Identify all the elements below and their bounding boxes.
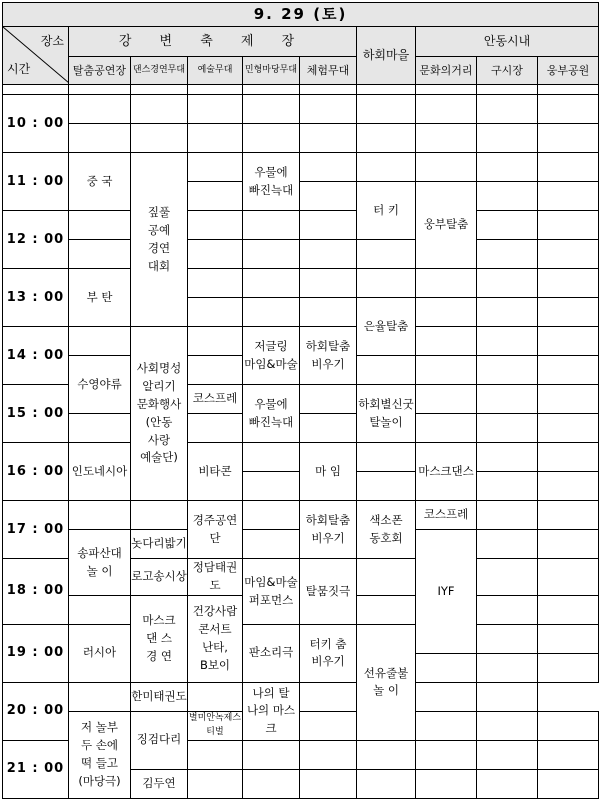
empty-cell — [300, 85, 357, 95]
time-row — [3, 153, 599, 182]
time-label: 21 : 00 — [3, 740, 69, 798]
empty-cell — [357, 472, 416, 501]
empty-cell — [416, 85, 477, 95]
event-byeolmi: 별미안녹제스티벌 — [188, 711, 243, 740]
empty-cell — [477, 443, 538, 472]
empty-cell — [243, 472, 300, 501]
header-corner — [3, 27, 69, 85]
event-text-line: 대회 — [147, 258, 171, 273]
event-text-line: 공예 — [147, 222, 171, 237]
event-text-line: 문화행사 — [136, 396, 182, 411]
empty-cell — [538, 95, 599, 124]
event-text-line: 비우기 — [311, 530, 345, 545]
venue-experience: 체험무대 — [300, 57, 357, 85]
empty-cell — [131, 95, 188, 124]
time-row — [3, 682, 599, 711]
venue-culture-street: 문화의거리 — [416, 57, 477, 85]
time-label: 20 : 00 — [3, 682, 69, 740]
event-talmom: 탈뭄짓극 — [300, 559, 357, 625]
event-hanmi: 한미태권도 — [131, 682, 188, 711]
empty-cell — [538, 740, 599, 769]
empty-cell — [477, 182, 538, 211]
empty-cell — [243, 769, 300, 798]
empty-cell — [416, 385, 477, 414]
empty-cell — [477, 501, 538, 530]
empty-cell — [538, 240, 599, 269]
empty-cell — [131, 85, 188, 95]
event-jinggeom: 징검다리 — [131, 711, 188, 769]
event-text-line: 하회탈춤 — [305, 512, 351, 527]
event-text-line: B보이 — [199, 657, 231, 672]
empty-cell — [538, 385, 599, 414]
event-text-line: (안동 — [145, 414, 173, 429]
time-label: 16 : 00 — [3, 443, 69, 501]
time-label: 14 : 00 — [3, 327, 69, 385]
empty-cell — [477, 559, 538, 596]
empty-cell — [477, 530, 538, 559]
empty-cell — [188, 356, 243, 385]
empty-cell — [243, 530, 300, 559]
empty-cell — [300, 298, 357, 327]
empty-cell — [416, 298, 477, 327]
empty-cell — [416, 269, 477, 298]
event-text-line: 퍼포먼스 — [248, 592, 294, 607]
empty-cell — [188, 414, 243, 443]
event-kimduyeon: 김두연 — [131, 769, 188, 798]
empty-cell — [188, 153, 243, 182]
empty-cell — [538, 472, 599, 501]
time-label: 19 : 00 — [3, 624, 69, 682]
empty-cell — [477, 356, 538, 385]
event-mime-performance — [243, 559, 300, 625]
empty-cell — [357, 240, 416, 269]
event-byeolsingut — [357, 385, 416, 443]
empty-cell — [477, 595, 538, 624]
event-hahoe-learn-2 — [300, 501, 357, 559]
empty-cell — [477, 85, 538, 95]
time-label: 15 : 00 — [3, 385, 69, 443]
event-turkey-dance — [300, 624, 357, 682]
empty-cell — [69, 501, 131, 530]
event-indonesia: 인도네시아 — [69, 443, 131, 501]
event-text-line: 탈놀이 — [369, 414, 403, 429]
empty-cell — [538, 501, 599, 530]
schedule-title: 9. 29 (토) — [3, 3, 599, 27]
empty-cell — [300, 269, 357, 298]
event-text-line: 동호회 — [369, 530, 403, 545]
event-suyeong: 수영야류 — [69, 356, 131, 414]
time-label: 17 : 00 — [3, 501, 69, 559]
event-healthy-concert — [188, 595, 243, 682]
time-row — [3, 624, 599, 653]
event-text-line: 색소폰 — [369, 512, 403, 527]
empty-cell — [243, 124, 300, 153]
event-text-line: 경연 — [147, 240, 171, 255]
empty-cell — [477, 385, 538, 414]
event-seonyu — [357, 624, 416, 740]
empty-cell — [357, 595, 416, 624]
empty-cell — [188, 740, 243, 769]
empty-cell — [477, 211, 538, 240]
empty-cell — [300, 182, 357, 211]
empty-cell — [538, 356, 599, 385]
time-row — [3, 95, 599, 124]
event-text-line: 선유줄불 — [363, 665, 409, 680]
empty-cell — [357, 153, 416, 182]
event-hahoe-learn-1 — [300, 327, 357, 385]
empty-cell — [131, 124, 188, 153]
empty-cell — [416, 327, 477, 356]
empty-cell — [416, 414, 477, 443]
event-text-line: 나의 탈 — [252, 685, 290, 700]
time-label: 11 : 00 — [3, 153, 69, 211]
event-text-line: 하회탈춤 — [305, 338, 351, 353]
event-mask-dance-street: 마스크댄스 — [416, 443, 477, 501]
empty-cell — [188, 182, 243, 211]
header-row-1 — [3, 27, 599, 57]
event-mime: 마 임 — [300, 443, 357, 501]
empty-cell — [416, 711, 477, 740]
empty-cell — [357, 769, 416, 798]
empty-cell — [243, 95, 300, 124]
event-russia: 러시아 — [69, 624, 131, 682]
event-bitakon: 비타콘 — [188, 443, 243, 501]
empty-cell — [538, 711, 599, 740]
empty-cell — [243, 85, 300, 95]
empty-cell — [538, 595, 599, 624]
empty-cell — [538, 653, 599, 682]
empty-cell — [538, 153, 599, 182]
empty-cell — [300, 240, 357, 269]
event-bhutan: 부 탄 — [69, 269, 131, 327]
event-text-line: 사회명성 — [136, 361, 182, 376]
empty-cell — [477, 269, 538, 298]
event-jippul — [131, 153, 188, 327]
event-pansori: 판소리극 — [243, 624, 300, 682]
event-saxophone — [357, 501, 416, 559]
event-turkey: 터 키 — [357, 182, 416, 240]
empty-cell — [357, 356, 416, 385]
event-woongbu-talchum: 웅부탈춤 — [416, 182, 477, 269]
time-label: 18 : 00 — [3, 559, 69, 625]
empty-cell — [477, 653, 538, 682]
event-jeo-nolbu — [69, 711, 131, 798]
empty-cell — [300, 711, 357, 740]
empty-cell — [188, 124, 243, 153]
empty-cell — [243, 211, 300, 240]
venue-woongbu-park: 웅부공원 — [538, 57, 599, 85]
corner-time-label: 시간 — [7, 61, 31, 76]
empty-cell — [357, 443, 416, 472]
empty-cell — [416, 124, 477, 153]
event-gyeongju: 경주공연단 — [188, 501, 243, 559]
event-china: 중 국 — [69, 153, 131, 211]
empty-cell — [477, 624, 538, 653]
empty-cell — [300, 414, 357, 443]
empty-cell — [538, 211, 599, 240]
time-row — [3, 211, 599, 240]
empty-cell — [243, 240, 300, 269]
event-text-line: 마임&마술 — [244, 356, 298, 371]
venue-folk: 민형마당무대 — [243, 57, 300, 85]
empty-cell — [69, 124, 131, 153]
spacer-row — [3, 85, 599, 95]
event-songpa — [69, 530, 131, 596]
empty-cell — [3, 85, 69, 95]
time-row — [3, 711, 599, 740]
empty-cell — [416, 153, 477, 182]
gangbyeon-festival-header: 강 변 축 제 장 — [69, 27, 357, 57]
empty-cell — [188, 682, 243, 711]
event-text-line: 알리기 — [142, 379, 176, 394]
event-rogo: 로고송시상 — [131, 559, 188, 596]
time-label: 10 : 00 — [3, 95, 69, 153]
empty-cell — [300, 740, 357, 769]
event-text-line: 빠진늑대 — [248, 182, 294, 197]
schedule-frame — [2, 2, 598, 803]
empty-cell — [300, 769, 357, 798]
empty-cell — [477, 711, 538, 740]
time-row — [3, 443, 599, 472]
empty-cell — [477, 95, 538, 124]
hahoe-village-header: 하회마을 — [357, 27, 416, 85]
event-text-line: 비우기 — [311, 654, 345, 669]
empty-cell — [538, 298, 599, 327]
event-text-line: 하회별신굿 — [358, 396, 414, 411]
empty-cell — [357, 269, 416, 298]
event-text-line: 예술단) — [140, 450, 178, 465]
event-well-frog-2 — [243, 385, 300, 443]
event-jeongdam: 정담태권도 — [188, 559, 243, 596]
empty-cell — [477, 124, 538, 153]
event-well-frog-1 — [243, 153, 300, 211]
empty-cell — [188, 327, 243, 356]
empty-cell — [188, 298, 243, 327]
event-text-line: 콘서트 — [198, 622, 232, 637]
time-row — [3, 240, 599, 269]
empty-cell — [69, 595, 131, 624]
venue-old-market: 구시장 — [477, 57, 538, 85]
empty-cell — [131, 501, 188, 530]
empty-cell — [538, 85, 599, 95]
event-mask-dance-contest — [131, 595, 188, 682]
time-row — [3, 414, 599, 443]
event-text-line: 두 손에 — [81, 738, 118, 753]
event-text-line: 빠진늑대 — [248, 414, 294, 429]
event-text-line: 짚풀 — [147, 205, 171, 220]
empty-cell — [243, 298, 300, 327]
empty-cell — [69, 682, 131, 711]
event-nodari: 놋다리밟기 — [131, 530, 188, 559]
empty-cell — [416, 653, 477, 682]
empty-cell — [477, 298, 538, 327]
empty-cell — [538, 624, 599, 653]
empty-cell — [188, 240, 243, 269]
empty-cell — [477, 769, 538, 798]
event-my-mask — [243, 682, 300, 740]
event-text-line: (마당극) — [78, 773, 121, 788]
empty-cell — [243, 501, 300, 530]
empty-cell — [477, 414, 538, 443]
time-label: 13 : 00 — [3, 269, 69, 327]
festival-schedule-table — [2, 2, 599, 799]
empty-cell — [477, 740, 538, 769]
event-text-line: 사랑 — [147, 432, 171, 447]
empty-cell — [188, 211, 243, 240]
event-text-line: 놀 이 — [373, 683, 399, 698]
time-row — [3, 269, 599, 298]
empty-cell — [538, 530, 599, 559]
empty-cell — [300, 385, 357, 414]
venue-art: 예술무대 — [188, 57, 243, 85]
empty-cell — [357, 740, 416, 769]
andong-downtown-header: 안동시내 — [416, 27, 599, 57]
empty-cell — [477, 472, 538, 501]
empty-cell — [357, 124, 416, 153]
time-row — [3, 327, 599, 356]
event-text-line: 놀 이 — [86, 563, 113, 578]
empty-cell — [538, 443, 599, 472]
empty-cell — [300, 95, 357, 124]
empty-cell — [300, 211, 357, 240]
event-text-line: 떡 들고 — [81, 755, 118, 770]
event-text-line: 저 놀부 — [81, 720, 118, 735]
empty-cell — [416, 740, 477, 769]
event-text-line: 건강사람 — [192, 604, 238, 619]
empty-cell — [477, 682, 538, 711]
empty-cell — [300, 124, 357, 153]
empty-cell — [69, 211, 131, 240]
empty-cell — [477, 153, 538, 182]
title-row — [3, 3, 599, 27]
event-cosplay-street: 코스프레 — [416, 501, 477, 530]
event-text-line: 경 연 — [146, 648, 172, 663]
empty-cell — [477, 240, 538, 269]
empty-cell — [300, 682, 357, 711]
empty-cell — [416, 769, 477, 798]
time-row — [3, 124, 599, 153]
empty-cell — [538, 769, 599, 798]
event-juggling — [243, 327, 300, 385]
empty-cell — [300, 153, 357, 182]
event-text-line: 나의 마스크 — [246, 703, 296, 736]
empty-cell — [69, 414, 131, 443]
empty-cell — [538, 269, 599, 298]
event-text-line: 마스크 — [142, 613, 176, 628]
corner-place-label: 장소 — [40, 34, 64, 49]
empty-cell — [188, 769, 243, 798]
event-text-line: 난타, — [202, 639, 228, 654]
venue-dance: 댄스경연무대 — [131, 57, 188, 85]
empty-cell — [538, 124, 599, 153]
header-row-2 — [3, 57, 599, 85]
event-text-line: 우물에 — [254, 396, 288, 411]
empty-cell — [357, 559, 416, 596]
empty-cell — [243, 740, 300, 769]
empty-cell — [69, 95, 131, 124]
empty-cell — [357, 85, 416, 95]
event-text-line: 송파산대 — [77, 545, 122, 560]
empty-cell — [188, 269, 243, 298]
event-iyf: IYF — [416, 530, 477, 654]
empty-cell — [538, 327, 599, 356]
empty-cell — [416, 95, 477, 124]
empty-cell — [69, 240, 131, 269]
empty-cell — [416, 356, 477, 385]
empty-cell — [416, 682, 477, 711]
empty-cell — [538, 182, 599, 211]
event-text-line: 비우기 — [311, 356, 345, 371]
empty-cell — [477, 327, 538, 356]
empty-cell — [188, 85, 243, 95]
event-text-line: 터키 춤 — [309, 636, 347, 651]
empty-cell — [188, 95, 243, 124]
event-eunnyul: 은율탈춤 — [357, 298, 416, 356]
time-label: 12 : 00 — [3, 211, 69, 269]
venue-talchum: 탈춤공연장 — [69, 57, 131, 85]
empty-cell — [538, 414, 599, 443]
event-text-line: 마임&마술 — [244, 574, 298, 589]
event-text-line: 우물에 — [254, 164, 288, 179]
empty-cell — [538, 559, 599, 596]
event-text-line: 댄 스 — [146, 630, 172, 645]
event-sahwa — [131, 327, 188, 501]
event-cosplay-art: 코스프레 — [188, 385, 243, 414]
event-text-line: 저글링 — [254, 338, 288, 353]
empty-cell — [243, 269, 300, 298]
empty-cell — [243, 443, 300, 472]
time-row — [3, 501, 599, 530]
empty-cell — [357, 95, 416, 124]
empty-cell — [69, 327, 131, 356]
empty-cell — [69, 85, 131, 95]
